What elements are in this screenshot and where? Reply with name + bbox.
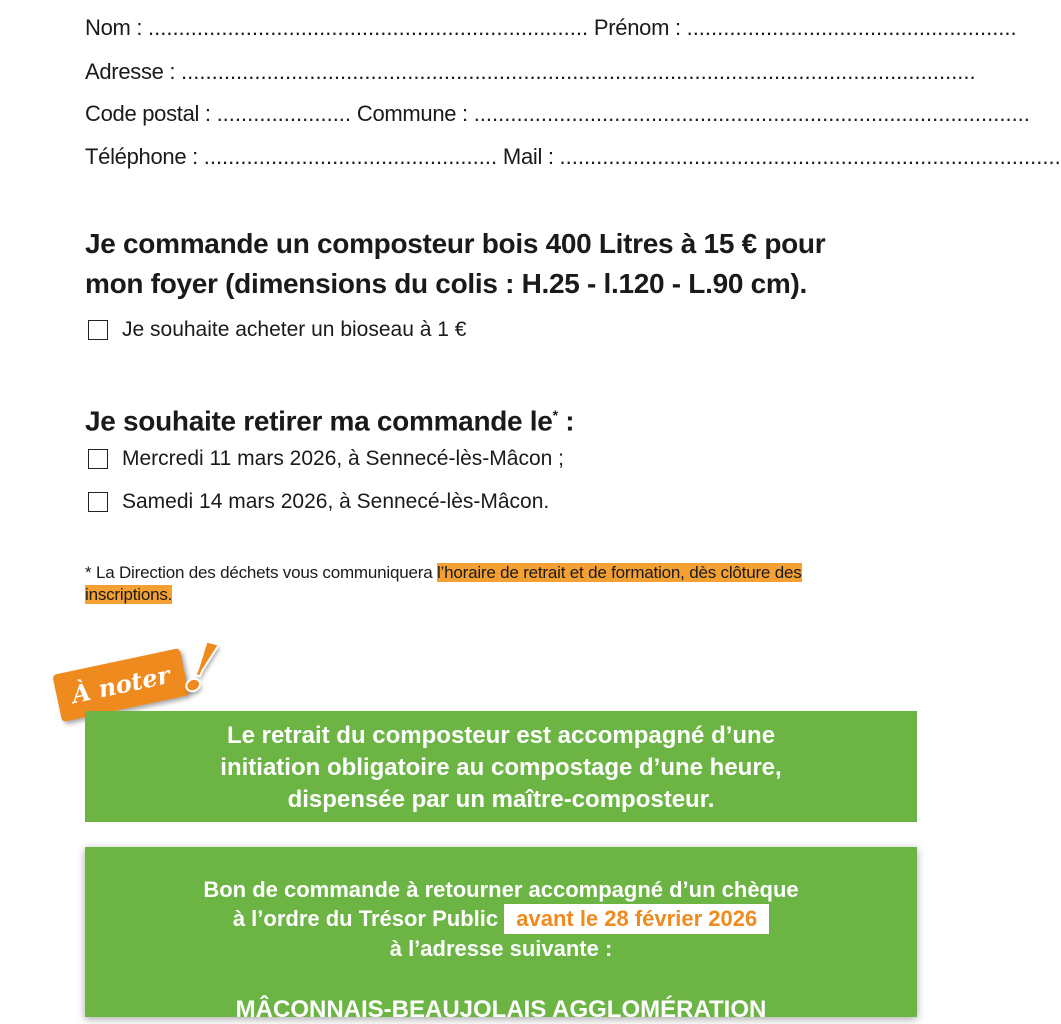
adresse-field[interactable]: .................................................................................................................................. — [181, 59, 976, 84]
pickup-heading-suffix: : — [557, 405, 575, 437]
field-row-code-commune — [85, 101, 1030, 127]
commune-label: Commune : — [356, 101, 468, 126]
nom-field[interactable]: ........................................................................ — [148, 15, 589, 40]
pickup-option-2[interactable] — [88, 490, 549, 514]
info-line1: Le retrait du composteur est accompagné d’une — [226, 722, 776, 749]
note-badge-label: À noter — [69, 660, 173, 710]
order-heading-line1: Je commande un composteur bois 400 Litres à 15 € pour — [85, 228, 826, 259]
code-postal-field[interactable]: ...................... — [216, 101, 352, 126]
footnote-highlight-2: inscriptions. — [85, 585, 173, 604]
footnote-highlight-1: l’horaire de retrait et de formation, dès clôture des — [436, 563, 802, 582]
adresse-label: Adresse : — [85, 59, 176, 84]
return-line3: à l’adresse suivante : — [389, 936, 613, 961]
field-row-adresse — [85, 59, 976, 85]
pickup-option-2-label: Samedi 14 mars 2026, à Sennecé-lès-Mâcon. — [122, 490, 550, 513]
pickup-heading-footnote-mark: * — [552, 407, 558, 423]
pickup-option-1-label: Mercredi 11 mars 2026, à Sennecé-lès-Mâcon ; — [122, 447, 564, 470]
info-line2: initiation obligatoire au compostage d’une heure, — [220, 754, 782, 781]
note-exclamation-icon: ! — [176, 623, 227, 712]
telephone-label: Téléphone : — [85, 144, 198, 169]
pickup-heading-text: Je souhaite retirer ma commande le — [85, 405, 553, 437]
telephone-field[interactable]: ................................................ — [203, 144, 498, 169]
return-line2 — [85, 904, 917, 934]
field-row-telephone-mail — [85, 144, 1061, 170]
prenom-label: Prénom : — [593, 15, 681, 40]
field-row-nom-prenom — [85, 15, 1017, 41]
footnote-prefix: * La Direction des déchets vous communiquera — [85, 563, 437, 582]
nom-label: Nom : — [85, 15, 143, 40]
pickup-heading — [85, 395, 574, 441]
code-postal-label: Code postal : — [85, 101, 211, 126]
mail-field[interactable]: .................................................................................. — [559, 144, 1061, 169]
commune-field[interactable]: ........................................................................................... — [473, 101, 1030, 126]
bioseau-label: Je souhaite acheter un bioseau à 1 € — [122, 318, 467, 341]
pickup-option-1[interactable] — [88, 447, 564, 471]
pickup-option-1-checkbox[interactable] — [88, 449, 108, 469]
pickup-option-2-checkbox[interactable] — [88, 492, 108, 512]
prenom-field[interactable]: ...................................................... — [686, 15, 1017, 40]
return-instructions-box — [85, 847, 917, 1023]
return-line1: Bon de commande à retourner accompagné d’un chèque — [203, 877, 799, 902]
info-line3: dispensée par un maître-composteur. — [287, 786, 715, 813]
bioseau-checkbox[interactable] — [88, 320, 108, 340]
bioseau-option[interactable] — [88, 318, 466, 342]
return-address-line1: MÂCONNAIS-BEAUJOLAIS AGGLOMÉRATION — [235, 996, 767, 1023]
order-heading — [85, 224, 955, 304]
order-heading-line2: mon foyer (dimensions du colis : H.25 - l.120 - L.90 cm). — [85, 268, 807, 299]
initiation-info-box — [85, 711, 917, 822]
mail-label: Mail : — [502, 144, 554, 169]
return-line2-prefix: à l’ordre du Trésor Public — [232, 906, 499, 931]
deadline-badge: avant le 28 février 2026 — [504, 904, 769, 934]
footnote — [85, 562, 925, 606]
